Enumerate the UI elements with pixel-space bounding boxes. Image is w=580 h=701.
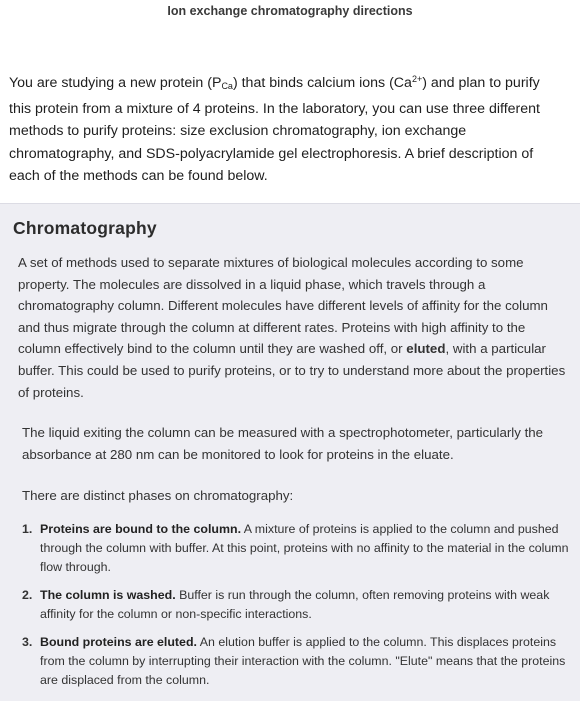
step-number: 3. xyxy=(22,635,33,649)
description-text-2: , with a particular buffer. This could be used to purify proteins, or to try to understand more about the properties of proteins. xyxy=(18,341,566,400)
intro-subscript: Ca xyxy=(221,81,233,91)
spectrophotometer-paragraph: The liquid exiting the column can be measured with a spectrophotometer, particularly the absorbance at 280 nm can be monitored to look for proteins in the eluate. xyxy=(22,425,544,462)
list-item xyxy=(22,520,572,577)
description-paragraph xyxy=(18,252,570,403)
phases-list xyxy=(22,520,572,699)
step-number: 1. xyxy=(22,522,33,536)
phases-intro: There are distinct phases on chromatography: xyxy=(22,488,294,503)
page-title: Ion exchange chromatography directions xyxy=(167,4,413,18)
list-item xyxy=(22,586,572,624)
step-number: 2. xyxy=(22,588,33,602)
intro-paragraph xyxy=(9,68,565,188)
intro-superscript: 2+ xyxy=(411,74,423,84)
chromatography-panel xyxy=(0,203,580,701)
step-title: Proteins are bound to the column. xyxy=(40,522,242,536)
step-title: Bound proteins are eluted. xyxy=(40,635,197,649)
step-title: The column is washed. xyxy=(40,588,176,602)
intro-text-2: ) that binds calcium ions (Ca xyxy=(232,75,412,91)
step-text: A mixture of proteins is applied to the column and pushed through the column with buffer. At this point, proteins with no affinity to the material in the column flow through. xyxy=(40,522,569,574)
intro-text-1: You are studying a new protein (P xyxy=(9,75,222,91)
intro-text-3: ) and plan to purify this protein from a mixture of 4 proteins. In the laboratory, you can use three different methods to purify proteins: size exclusion chromatography, ion exchange chromatography, and SDS-polyacrylamide gel electrophoresis. A brief description of each of the methods can be found below. xyxy=(9,75,540,184)
list-item xyxy=(22,633,572,690)
section-heading: Chromatography xyxy=(13,218,157,238)
step-text: Buffer is run through the column, often removing proteins with weak affinity for the column or non-specific interactions. xyxy=(40,588,550,621)
eluted-term: eluted xyxy=(406,341,446,357)
step-text: An elution buffer is applied to the column. This displaces proteins from the column by interrupting their interaction with the column. "Elute" means that the proteins are displaced from the column. xyxy=(40,635,566,687)
description-text-1: A set of methods used to separate mixtures of biological molecules according to some property. The molecules are dissolved in a liquid phase, which travels through a chromatography column. Different molecules have different levels of affinity for the column and thus migrate through the column at different rates. Proteins with high affinity to the column effectively bind to the column until they are washed off, or xyxy=(18,255,548,357)
